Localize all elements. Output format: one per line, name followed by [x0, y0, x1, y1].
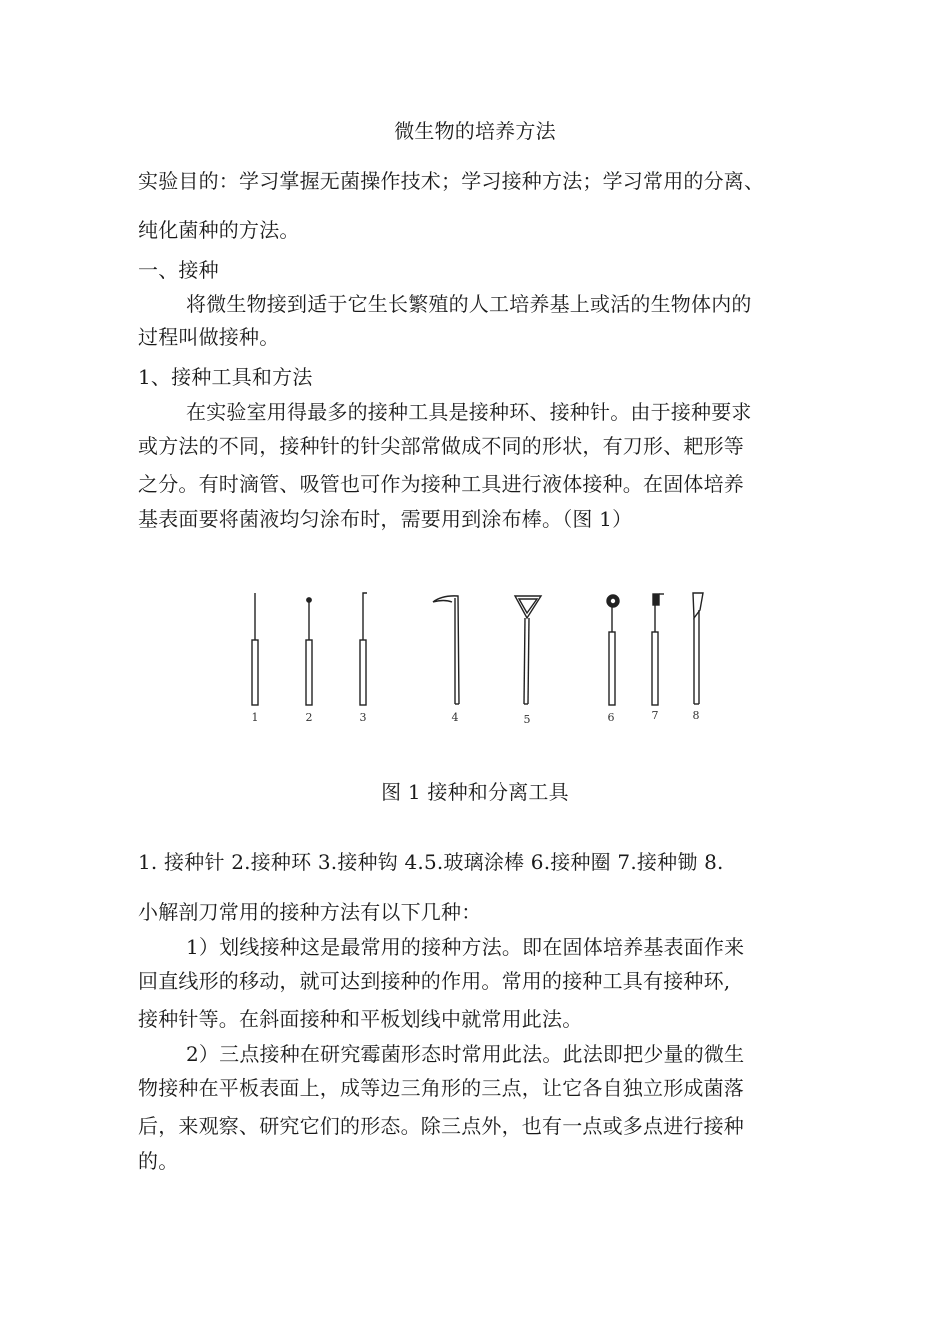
figure-label-6: 6: [607, 711, 615, 724]
figure-label-5: 5: [523, 713, 531, 726]
figure-label-2: 2: [305, 711, 313, 724]
figure-label-3: 3: [359, 711, 367, 724]
inoculation-needle-drawing: [252, 593, 258, 705]
paragraph-line: 过程叫做接种。: [138, 325, 280, 349]
paragraph-line: 的。: [138, 1149, 179, 1173]
paragraph-line: 实验目的：学习掌握无菌操作技术；学习接种方法；学习常用的分离、: [138, 169, 765, 193]
inoculation-ring-drawing: [607, 595, 619, 705]
inoculation-tools-figure: [230, 588, 730, 728]
inoculation-loop-drawing: [306, 598, 312, 705]
paragraph-line: 基表面要将菌液均匀涂布时，需要用到涂布棒。（图 1）: [138, 507, 633, 531]
figure-label-4: 4: [451, 711, 459, 724]
paragraph-line: 2）三点接种在研究霉菌形态时常用此法。此法即把少量的微生: [186, 1042, 745, 1066]
inoculation-hoe-drawing: [652, 594, 664, 705]
figure-legend: 1. 接种针 2.接种环 3.接种钩 4.5.玻璃涂棒 6.接种圈 7.接种锄 8.: [138, 850, 724, 874]
subsection-heading: 1、接种工具和方法: [138, 365, 313, 389]
small-scalpel-drawing: [693, 593, 703, 704]
paragraph-line: 之分。有时滴管、吸管也可作为接种工具进行液体接种。在固体培养: [138, 472, 744, 496]
figure-label-8: 8: [692, 709, 700, 722]
section-heading: 一、接种: [138, 258, 219, 282]
paragraph-line: 后，来观察、研究它们的形态。除三点外，也有一点或多点进行接种: [138, 1114, 744, 1138]
paragraph-line: 在实验室用得最多的接种工具是接种环、接种针。由于接种要求: [186, 400, 752, 424]
paragraph-line: 1）划线接种这是最常用的接种方法。即在固体培养基表面作来: [186, 935, 745, 959]
paragraph-line: 纯化菌种的方法。: [138, 218, 300, 242]
paragraph-line: 将微生物接到适于它生长繁殖的人工培养基上或活的生物体内的: [186, 292, 752, 316]
figure-caption: 图 1 接种和分离工具: [381, 780, 569, 804]
paragraph-line: 小解剖刀常用的接种方法有以下几种：: [138, 900, 482, 924]
glass-spreader-drawing: [433, 596, 459, 704]
figure-label-1: 1: [251, 711, 259, 724]
paragraph-line: 或方法的不同，接种针的针尖部常做成不同的形状，有刀形、耙形等: [138, 434, 744, 458]
inoculation-hook-drawing: [360, 593, 367, 705]
paragraph-line: 回直线形的移动，就可达到接种的作用。常用的接种工具有接种环,: [138, 969, 731, 993]
paragraph-line: 物接种在平板表面上，成等边三角形的三点，让它各自独立形成菌落: [138, 1076, 744, 1100]
document-title: 微生物的培养方法: [394, 119, 556, 143]
paragraph-line: 接种针等。在斜面接种和平板划线中就常用此法。: [138, 1007, 583, 1031]
figure-label-7: 7: [651, 709, 659, 722]
glass-spreader-triangle-drawing: [515, 596, 541, 704]
